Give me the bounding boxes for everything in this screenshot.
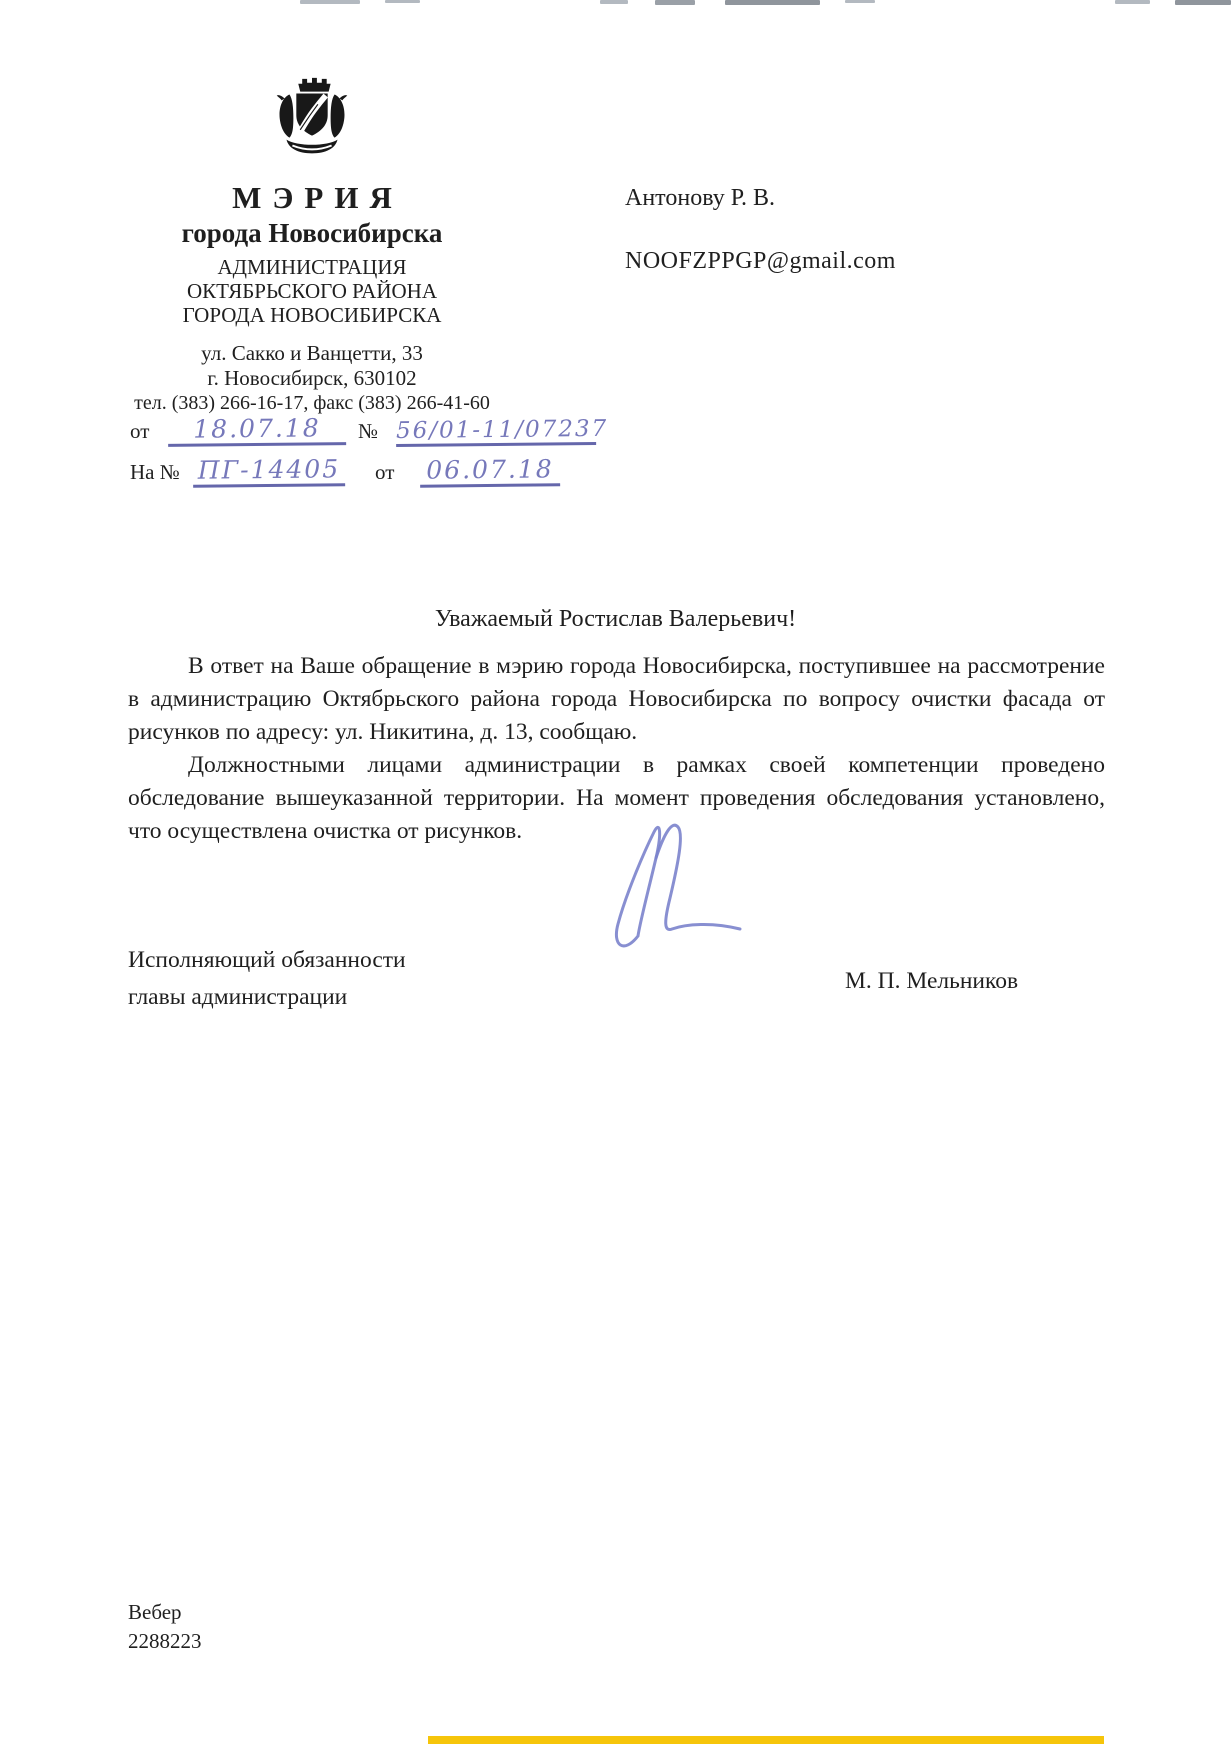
- executor-block: [128, 1598, 202, 1656]
- ref-reply-number-handwritten: ПГ-14405: [193, 454, 345, 488]
- dept-line2: ОКТЯБРЬСКОГО РАЙОНА: [187, 279, 437, 303]
- scan-artifact: [655, 0, 695, 5]
- ref-number-label: №: [358, 419, 379, 443]
- ref-reply-date-handwritten: 06.07.18: [420, 454, 560, 487]
- dept-line1: АДМИНИСТРАЦИЯ: [217, 255, 407, 279]
- scan-artifact: [725, 0, 820, 5]
- signer-name: М. П. Мельников: [845, 968, 1019, 994]
- phone-fax-line: тел. (383) 266-16-17, факс (383) 266-41-60: [134, 392, 490, 414]
- signer-role-line2: главы администрации: [128, 984, 348, 1010]
- address-street: ул. Сакко и Ванцетти, 33: [201, 341, 423, 365]
- dept-line3: ГОРОДА НОВОСИБИРСКА: [182, 303, 442, 327]
- scan-artifact: [1115, 0, 1150, 4]
- body-paragraph-1: В ответ на Ваше обращение в мэрию города Новосибирска, поступившее на рассмотрение в администрацию Октябрьского района города Новосибирска по вопросу очистки фасада от рисунков по адресу: ул. Никитина, д. 13, сообщаю.: [128, 653, 1105, 745]
- recipient-name: Антонову Р. В.: [625, 185, 776, 211]
- city-coat-of-arms-icon: [263, 70, 361, 170]
- scan-artifact: [600, 0, 628, 4]
- signature-icon: [608, 818, 758, 963]
- ref-reply-label: На №: [130, 460, 180, 484]
- scan-artifact: [385, 0, 420, 3]
- executor-name: Вебер: [128, 1600, 182, 1624]
- recipient-block: [625, 185, 896, 275]
- signer-role-line1: Исполняющий обязанности: [128, 947, 406, 973]
- org-name-line1: МЭРИЯ: [232, 180, 403, 215]
- salutation: Уважаемый Ростислав Валерьевич!: [434, 606, 797, 632]
- address-block: [112, 341, 512, 416]
- executor-phone: 2288223: [128, 1629, 202, 1653]
- scan-artifact: [845, 0, 875, 3]
- ref-number-handwritten: 56/01-11/07237: [396, 416, 596, 447]
- address-city: г. Новосибирск, 630102: [207, 366, 417, 390]
- body-paragraph-2: Должностными лицами администрации в рамках своей компетенции проведено обследование вышеуказанной территории. На момент проведения обследования установлено, что осуществлена очистка от рисунков.: [128, 752, 1105, 844]
- ref-from-date-handwritten: 18.07.18: [168, 413, 346, 447]
- recipient-email: NOOFZPPGP@gmail.com: [625, 248, 896, 274]
- reference-line-outgoing: [0, 412, 620, 448]
- signer-role: [128, 942, 406, 1016]
- reference-line-incoming: [0, 453, 620, 489]
- scan-artifact: [300, 0, 360, 4]
- org-name-line2: города Новосибирска: [181, 218, 443, 248]
- highlight-strip: [428, 1736, 1104, 1744]
- scan-artifact: [1175, 0, 1231, 5]
- letterhead: [112, 70, 512, 416]
- ref-reply-date-label: от: [375, 460, 395, 484]
- ref-from-label: от: [130, 419, 150, 443]
